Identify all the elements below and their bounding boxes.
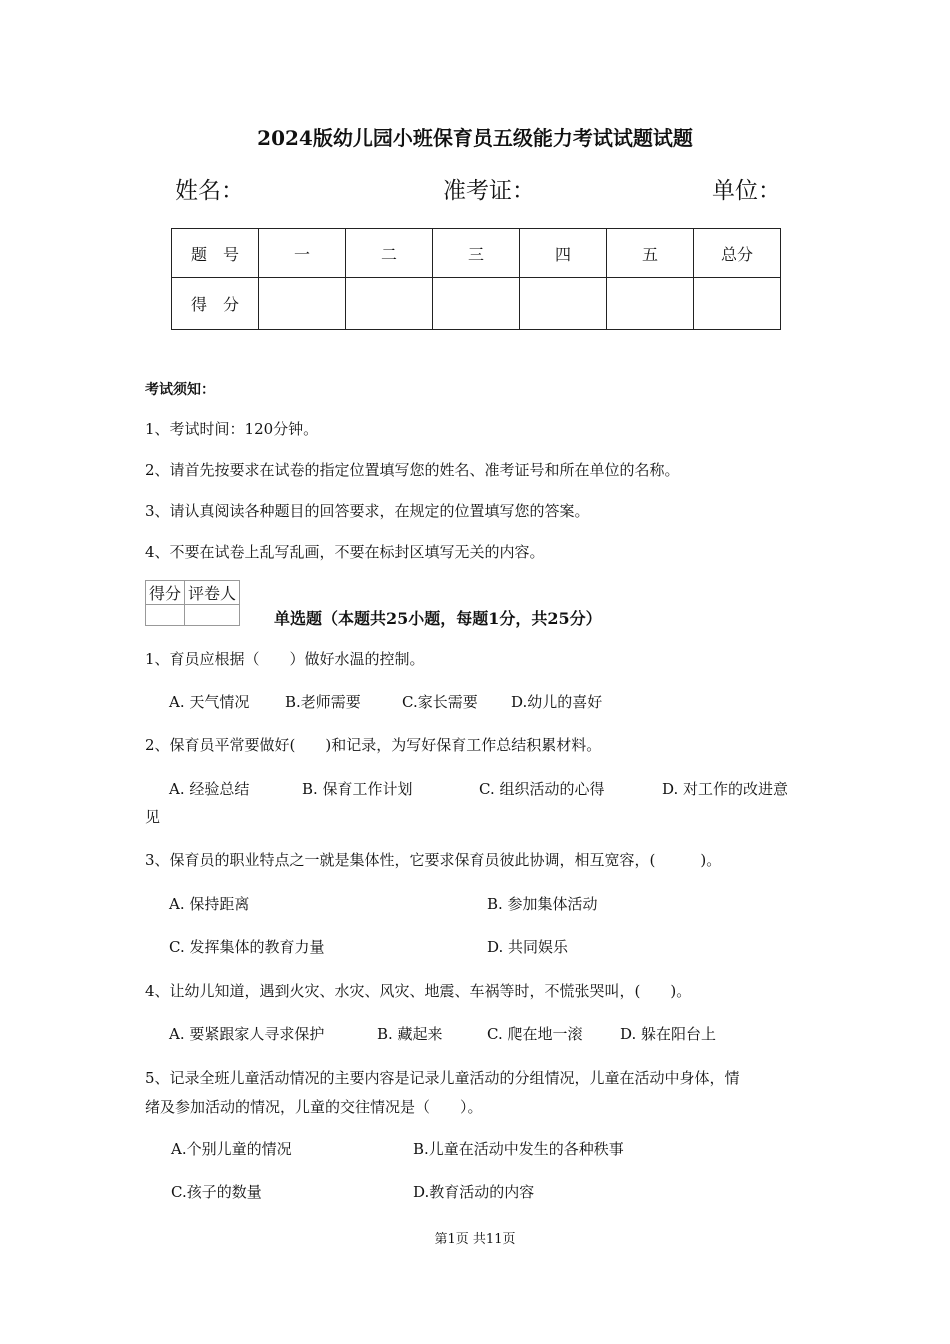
option: B.儿童在活动中发生的各种秩事 — [413, 1140, 624, 1158]
notice-heading: 考试须知： — [145, 382, 215, 398]
notice-item: 3、请认真阅读各种题目的回答要求，在规定的位置填写您的答案。 — [145, 502, 590, 520]
question-stem-cont: 绪及参加活动的情况，儿童的交往情况是（ ）。 — [145, 1098, 483, 1116]
option: C. 组织活动的心得 — [479, 780, 605, 798]
option: D. 共同娱乐 — [487, 938, 569, 956]
grader-score-label: 得分 — [146, 581, 185, 605]
grader-score-cell — [146, 605, 185, 626]
question-stem: 3、保育员的职业特点之一就是集体性，它要求保育员彼此协调，相互宽容，( )。 — [145, 851, 722, 869]
option: C.孩子的数量 — [171, 1183, 262, 1201]
score-row-label: 得 分 — [172, 278, 259, 330]
option: A. 经验总结 — [169, 780, 250, 798]
name-label: 姓名： — [175, 178, 244, 204]
option: D.幼儿的喜好 — [511, 693, 603, 711]
score-table-header-row — [172, 229, 781, 278]
question-stem: 1、育员应根据（ ）做好水温的控制。 — [145, 650, 425, 668]
grader-name-cell — [185, 605, 240, 626]
score-cell — [259, 278, 346, 330]
option: A.个别儿童的情况 — [171, 1140, 292, 1158]
score-header-cell: 总分 — [694, 229, 781, 278]
unit-label: 单位： — [712, 178, 781, 204]
score-cell — [607, 278, 694, 330]
score-header-cell: 一 — [259, 229, 346, 278]
option: D. 对工作的改进意 — [662, 780, 789, 798]
option: C. 爬在地一滚 — [487, 1025, 583, 1043]
notice-item: 1、考试时间：120分钟。 — [145, 420, 319, 438]
score-cell — [346, 278, 433, 330]
score-header-cell: 三 — [433, 229, 520, 278]
option: D. 躲在阳台上 — [620, 1025, 717, 1043]
option: A. 要紧跟家人寻求保护 — [169, 1025, 325, 1043]
option: C.家长需要 — [402, 693, 478, 711]
option: C. 发挥集体的教育力量 — [169, 938, 325, 956]
option: B.老师需要 — [285, 693, 361, 711]
option-wrap: 见 — [145, 808, 161, 826]
section-title: 单选题（本题共25小题，每题1分，共25分） — [274, 609, 602, 628]
option: B. 参加集体活动 — [487, 895, 598, 913]
question-stem: 2、保育员平常要做好( )和记录，为写好保育工作总结积累材料。 — [145, 736, 602, 754]
score-cell — [520, 278, 607, 330]
notice-item: 4、不要在试卷上乱写乱画，不要在标封区填写无关的内容。 — [145, 543, 545, 561]
score-cell — [433, 278, 520, 330]
option: A. 天气情况 — [169, 693, 250, 711]
question-stem: 4、让幼儿知道，遇到火灾、水灾、风灾、地震、车祸等时，不慌张哭叫，( )。 — [145, 982, 692, 1000]
option: A. 保持距离 — [169, 895, 250, 913]
score-table — [171, 228, 781, 330]
option: B. 藏起来 — [377, 1025, 443, 1043]
option: D.教育活动的内容 — [413, 1183, 535, 1201]
score-header-cell: 二 — [346, 229, 433, 278]
option: B. 保育工作计划 — [302, 780, 413, 798]
grader-table — [145, 580, 240, 626]
page-title: 2024版幼儿园小班保育员五级能力考试试题试题 — [257, 126, 693, 150]
notice-item: 2、请首先按要求在试卷的指定位置填写您的姓名、准考证号和所在单位的名称。 — [145, 461, 680, 479]
score-header-cell: 五 — [607, 229, 694, 278]
score-header-cell: 题 号 — [172, 229, 259, 278]
score-cell — [694, 278, 781, 330]
question-stem: 5、记录全班儿童活动情况的主要内容是记录儿童活动的分组情况，儿童在活动中身体，情 — [145, 1069, 740, 1087]
page-footer: 第1页 共11页 — [434, 1232, 516, 1247]
score-header-cell: 四 — [520, 229, 607, 278]
grader-name-label: 评卷人 — [185, 581, 240, 605]
exam-id-label: 准考证： — [443, 178, 535, 204]
score-table-score-row — [172, 278, 781, 330]
